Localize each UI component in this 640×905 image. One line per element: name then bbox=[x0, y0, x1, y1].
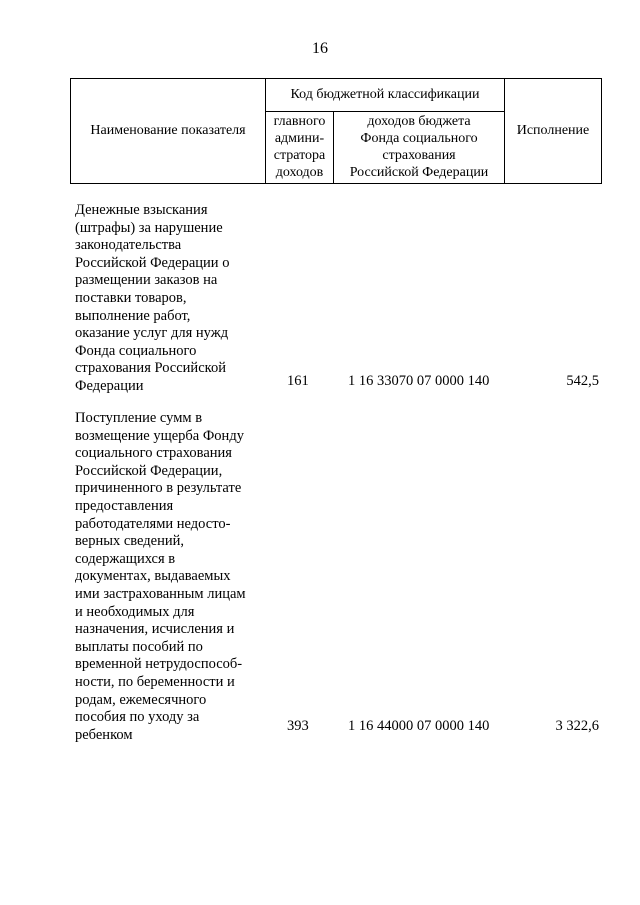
row-admin-code: 161 bbox=[287, 373, 309, 389]
header-code-group: Код бюджетной классификации bbox=[290, 87, 480, 102]
header-sep-code-group bbox=[265, 111, 505, 112]
header-execution-column: Исполнение bbox=[516, 123, 590, 138]
header-border-right bbox=[601, 78, 602, 184]
header-name-column: Наименование показателя bbox=[90, 123, 246, 138]
row-admin-code: 393 bbox=[287, 718, 309, 734]
header-border-top bbox=[70, 78, 602, 79]
row-execution: 3 322,6 bbox=[555, 718, 599, 734]
row-income-code: 1 16 33070 07 0000 140 bbox=[348, 373, 490, 389]
header-admin-column: главного админи- стратора доходов bbox=[273, 114, 326, 180]
header-income-column: доходов бюджета Фонда социального страхования Российской Федерации bbox=[349, 114, 489, 180]
row-indicator-name: Денежные взыскания (штрафы) за нарушение законодательства Российской Федерации о размещении заказов на поставки товаров, выполнение работ, оказание услуг для нужд Фонда социального страхования Российской Федерации bbox=[75, 202, 230, 394]
page-number: 16 bbox=[312, 40, 328, 57]
header-border-bottom bbox=[70, 183, 602, 184]
row-income-code: 1 16 44000 07 0000 140 bbox=[348, 718, 490, 734]
row-indicator-name: Поступление сумм в возмещение ущерба Фонду социального страхования Российской Федерации, причиненного в результате предоставления работодателями недосто- верных сведений, содержащихся в документах, выдаваемых ими застрахованным лицам и необходимых для назначения, исчисления и выплаты пособий по временной нетрудоспособ- ности, по беременности и родам, ежемесячного пособия по уходу за ребенком bbox=[75, 410, 246, 743]
row-execution: 542,5 bbox=[566, 373, 599, 389]
